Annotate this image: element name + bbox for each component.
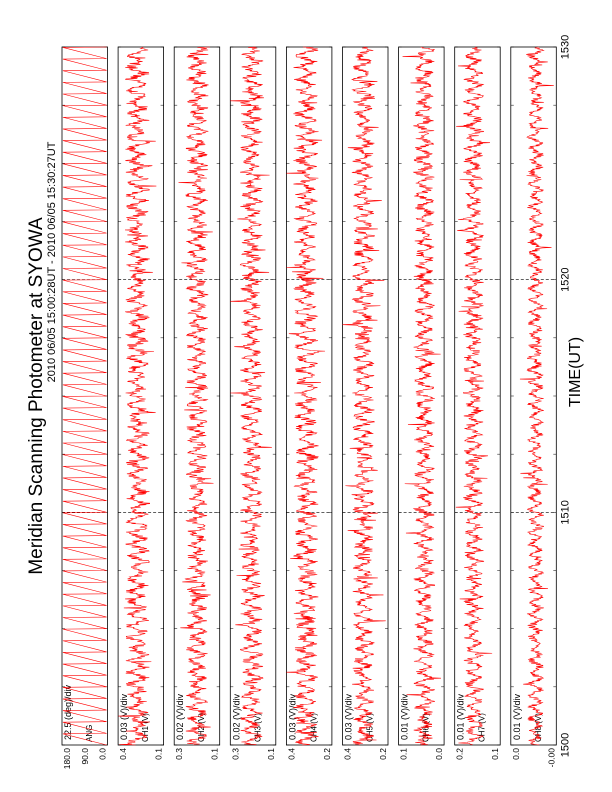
panel-frame: [399, 47, 445, 745]
panel-name: CH2 (V): [197, 713, 207, 742]
panel-scale-label: 0.03 (V)/div: [343, 693, 354, 740]
panel-scale-label: 0.02 (V)/div: [175, 693, 186, 740]
series-line-ch6: [403, 47, 441, 745]
series-line-ch8: [520, 47, 554, 745]
panel-scale-label: 0.01 (V)/div: [511, 693, 522, 740]
y-tick-label: 0.0: [434, 748, 445, 760]
panel-name: CH8 (V): [533, 713, 543, 742]
series-line-ch1: [118, 47, 156, 745]
panel-name: CH1 (V): [141, 713, 151, 742]
y-tick-label: 0.1: [490, 748, 501, 760]
y-tick-label: 0.4: [118, 748, 129, 760]
panel-ch2: [174, 47, 220, 760]
y-tick-label: 0.1: [209, 748, 220, 760]
panel-ch7: [455, 47, 501, 760]
y-tick-label: 0.2: [321, 748, 332, 760]
panel-name: CH6 (V): [421, 713, 431, 742]
panel-ch4: [286, 47, 332, 760]
series-line-ch2: [179, 47, 214, 745]
y-tick-label: 180.0: [62, 748, 72, 770]
panel-ch6: [399, 47, 445, 760]
series-line-ch3: [230, 47, 272, 745]
panel-ch5: [343, 47, 389, 760]
panel-ang: [62, 47, 108, 769]
panel-name: CH3 (V): [253, 713, 263, 742]
panel-ch3: [230, 47, 275, 760]
chart-title: Meridian Scanning Photometer at SYOWA: [26, 217, 47, 575]
y-tick-label: 0.1: [153, 748, 164, 760]
panel-scale-label: 0.02 (V)/div: [231, 693, 242, 740]
x-axis-label: TIME(UT): [567, 336, 584, 408]
panel-frame: [286, 47, 332, 745]
y-tick-label: 0.0: [510, 748, 521, 760]
y-tick-label: 90.0: [79, 748, 90, 765]
y-tick-label: 0.4: [342, 748, 353, 760]
y-tick-label: 0.3: [230, 748, 241, 760]
y-tick-label: 0.2: [454, 748, 465, 760]
series-line-ch5: [343, 47, 386, 745]
time-range-label: 2010 06/05 15:00:28UT - 2010 06/05 15:30:27UT: [46, 141, 58, 383]
panel-scale-label: 0.01 (V)/div: [399, 693, 410, 740]
y-tick-label: 0.0: [97, 748, 108, 760]
y-tick-label: 0.2: [378, 748, 388, 760]
x-tick-label: 1510: [559, 500, 572, 525]
panel-scale-label: 0.01 (V)/div: [455, 693, 466, 740]
panel-ch8: [511, 47, 557, 767]
panel-scale-label: 0.03 (V)/div: [287, 693, 298, 740]
panel-scale-label: 22.5 (deg)/div: [63, 684, 73, 740]
panel-name: CH7 (V): [477, 713, 487, 742]
y-tick-label: 0.4: [286, 748, 297, 760]
panel-scale-label: 0.03 (V)/div: [119, 693, 130, 740]
series-line-ch7: [456, 47, 492, 745]
panel-name: CH4 (V): [309, 713, 319, 742]
series-line-ch4: [286, 47, 325, 745]
y-tick-label: -0.00: [546, 748, 557, 768]
panel-ch1: [118, 47, 164, 760]
y-tick-label: 0.3: [174, 748, 185, 760]
panel-name: CH5 (V): [365, 713, 375, 742]
panel-stack: [62, 47, 556, 769]
x-tick-label: 1530: [559, 34, 572, 60]
y-tick-label: 0.1: [398, 748, 409, 760]
y-tick-label: 0.1: [265, 748, 276, 760]
series-line-ang: [63, 47, 107, 745]
panel-name: ANG: [85, 724, 94, 742]
panel-frame: [343, 47, 389, 745]
x-tick-label: 1520: [559, 267, 572, 292]
x-tick-label: 1500: [559, 732, 572, 758]
